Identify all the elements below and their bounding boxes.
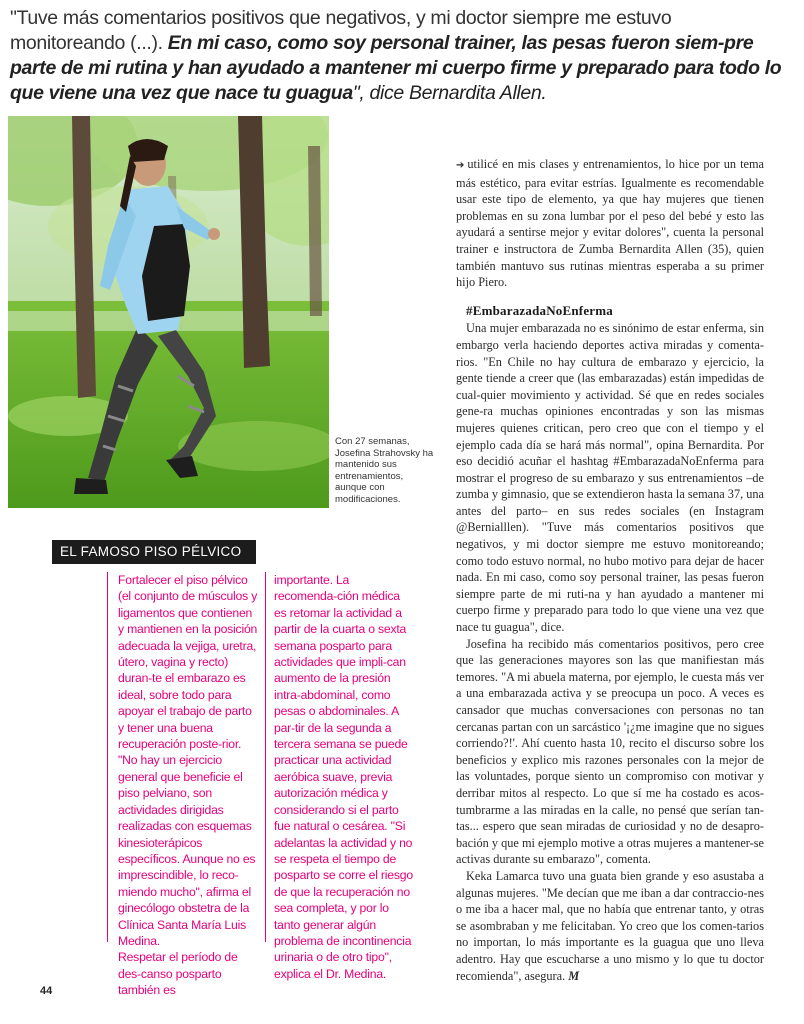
box-title: EL FAMOSO PISO PÉLVICO	[52, 540, 256, 564]
box-left-rule	[107, 572, 108, 942]
box-column-1-text: Fortalecer el piso pélvico (el conjunto de músculos y ligamentos que contienen y mantienen en la posición adecuada la vejiga, uretra, útero, vagina y recto) duran-te el embarazo es ideal, sobre todo para apoyar el trabajo de parto y tener una buena recuperación poste-rior. "No hay un ejercicio general que beneficie el piso pelviano, son actividades dirigidas realizadas con esquemas kinesioterápicos específicos. Aunque no es imprescindible, lo reco-miendo mucho", afirma el ginecólogo obstetra de la Clínica Santa María Luis Medina.	[118, 573, 258, 948]
article-paragraph-3: Josefina ha recibido más comentarios positivos, pero cree que las generaciones mayores son las que manifiestan más temores. "A mi abuela materna, por ejemplo, le cuesta más ver a una embarazada activa y se preocupa un poco. A veces es cansador que muchas conversaciones con personas no tan cercanas partan con un sarcástico '¡¿me imagine que no sigues corriendo?!'. Ahí cuento hasta 10, recito el discurso sobre los beneficios y explico mis razones personales con la mejor de las voluntades, porque siento un compromiso con motivar y derribar mitos al respecto. Lo que sí me ha costado es acos-tumbrarme a las miradas en la calle, no pensé que serían tan-tas... espero que sean miradas de curiosidad y no de desapro-bación y que mi ejemplo motive a otras mujeres a mantener-se activas durante su embarazo", comenta.	[456, 636, 764, 867]
park-scene-illustration	[8, 116, 329, 508]
article-paragraph-1	[456, 156, 764, 291]
article-body	[456, 156, 764, 984]
end-mark: M	[568, 968, 580, 983]
article-subheading: #EmbarazadaNoEnferma	[466, 302, 613, 318]
article-paragraph-1-text: utilicé en mis clases y entrenamientos, lo hice por un tema más estético, para evitar estrías. Igualmente es recomendable usar este tipo de elemento, ya que hay mujeres que tienen problemas en su zona lumbar por el peso del bebé y esto las ayudará a sentirse mejor y evitar dolores", cuenta la personal trainer e instructora de Zumba Bernardita Allen (35), quien también mantuvo sus rutinas mientras esperaba a su primer hijo Piero.	[456, 157, 764, 290]
article-paragraph-2: Una mujer embarazada no es sinónimo de estar enferma, sin embargo verla haciendo deportes activa miradas y comenta-rios. "En Chile no hay cultura de embarazo y ejercicio, la gente tiende a creer que (las embarazadas) están impedidas de cual-quier movimiento y actividad. Sé que en redes sociales gene-ra muchas opiniones encontradas y son las mismas mujeres quienes critican, pero creo que con el tiempo y el ejemplo cada día se hará más normal", opina Bernardita. Por eso decidió acuñar el hashtag #EmbarazadaNoEnferma para mostrar el progreso de su embarazo y sus entrenamientos –de zumba y gimnasio, que se extendieron hasta la semana 37, una antes del parto– en sus redes sociales (en Instagram @Bernialllen). "Tuve más comentarios positivos que negativos, y mi doctor siempre me estuvo monitoreando; como todo estuvo normal, no hubo motivo para dejar de hacer nada. En mi caso, como soy personal trainer, las pesas fueron siempre parte de mi ruti-na y han ayudado a mantener mi cuerpo firme y preparado para todo lo que viene una vez que nace tu guagua", dice.	[456, 321, 765, 635]
box-column-1-continuation: Respetar el período de des-canso posparto también es	[118, 950, 238, 998]
continuation-arrow-icon: ➔	[456, 160, 465, 171]
article-paragraph-4	[456, 868, 764, 984]
box-middle-rule	[265, 572, 266, 942]
pull-quote	[10, 6, 790, 106]
page-number: 44	[40, 985, 53, 997]
pull-quote-lead: "Tuve más comentarios positivos que negativos, y mi doctor siempre me estuvo monitoreando (...).	[10, 7, 672, 54]
photo-caption: Con 27 semanas, Josefina Strahovsky ha mantenido sus entrenamientos, aunque con modificaciones.	[335, 436, 434, 505]
box-column-1	[118, 572, 258, 999]
running-woman-photo	[8, 116, 329, 508]
pull-quote-attribution: ", dice Bernardita Allen.	[352, 82, 547, 104]
pull-quote-emphasis: En mi caso, como soy personal trainer, las pesas fueron siem-pre parte de mi rutina y han ayudado a mantener mi cuerpo firme y preparado para todo lo que viene una vez que nace tu guagua	[10, 32, 782, 104]
box-column-2: importante. La recomenda-ción médica es retomar la actividad a partir de la cuarta o sexta semana posparto para actividades que impli-can aumento de la presión intra-abdominal, como pesas o abdominales. A par-tir de la segunda a tercera semana se puede practicar una actividad aeróbica suave, previa autorización médica y considerando si el parto fue natural o cesárea. "Si adelantas la actividad y no se respeta el tiempo de posparto se corre el riesgo de que la recuperación no sea completa, y por lo tanto generar algún problema de incontinencia urinaria o de otro tipo", explica el Dr. Medina.	[274, 573, 413, 981]
article-paragraph-4-text: Keka Lamarca tuvo una guata bien grande y eso asustaba a algunas mujeres. "Me decían que me iban a dar contraccio-nes o me iba a hacer mal, que no había que entrenar tanto, y otras se asombraban y me felicitaban. Yo creo que los comen-tarios no importan, lo más importante es la guagua que uno lleva adentro. Hay que escucharse a uno mismo y lo que tu doctor recomienda", asegura.	[456, 868, 764, 983]
